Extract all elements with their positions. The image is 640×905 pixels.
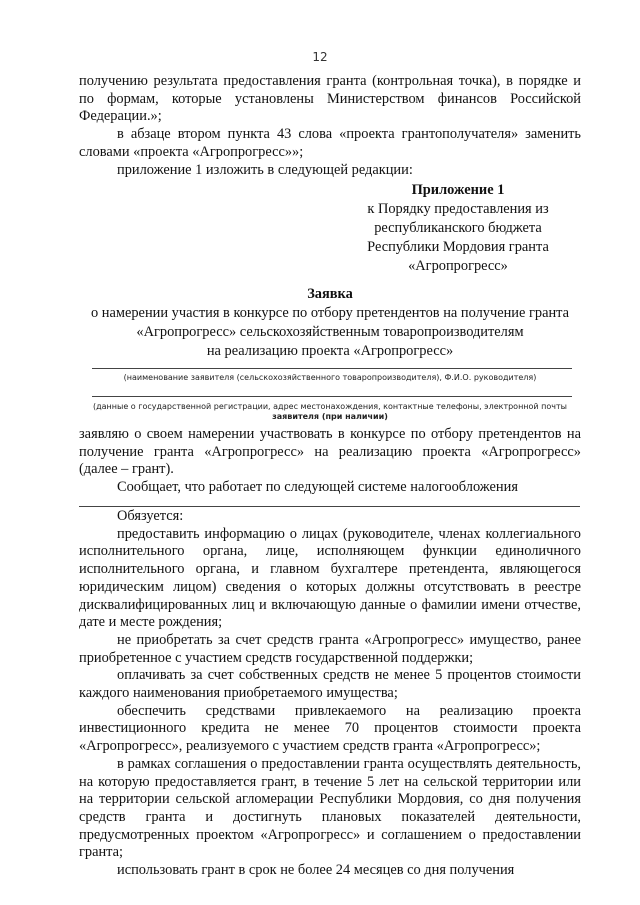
caption-registration xyxy=(60,402,600,422)
appendix-heading: Приложение 1 xyxy=(411,182,505,198)
page-number: 12 xyxy=(312,50,328,64)
body-paragraph: использовать грант в срок не более 24 месяцев со дня получения xyxy=(117,862,515,879)
appendix-line: «Агропрогресс» xyxy=(408,258,508,274)
fill-line-tax xyxy=(79,506,580,507)
body-paragraph: заявляю о своем намерении участвовать в конкурсе по отбору претендентов на получение гранта «Агропрогресс» на реализацию проекта «Агропрогресс» (далее – грант). xyxy=(79,426,581,478)
fill-line-registration xyxy=(92,396,572,397)
body-block-2 xyxy=(79,508,581,880)
caption-line: (данные о государственной регистрации, адрес местонахождения, контактные телефоны, электронной почты xyxy=(93,402,567,411)
body-paragraph: оплачивать за счет собственных средств не менее 5 процентов стоимости каждого наименования приобретаемого имущества; xyxy=(79,667,581,702)
body-paragraph: не приобретать за счет средств гранта «Агропрогресс» имущество, ранее приобретенное с участием средств государственной поддержки; xyxy=(79,631,581,666)
caption-line: заявителя (при наличии) xyxy=(272,412,388,421)
caption-applicant: (наименование заявителя (сельскохозяйственного товаропроизводителя), Ф.И.О. руководителя) xyxy=(123,373,537,382)
title-line: на реализацию проекта «Агропрогресс» xyxy=(206,343,454,359)
body-paragraph: обеспечить средствами привлекаемого на реализацию проекта инвестиционного кредита не менее 70 процентов стоимости проекта «Агропрогресс», реализуемого с участием средств гранта «Агропрогресс»; xyxy=(79,702,581,755)
title-line: «Агропрогресс» сельскохозяйственным товаропроизводителям xyxy=(136,324,524,340)
body-paragraph: предоставить информацию о лицах (руководителе, членах коллегиального исполнительного органа, лице, исполняющем функции единоличного исполнительного органа, и главном бухгалтере претендента, являющегося юридическим лицом) сведения о которых должны отсутствовать в реестре дисквалифицированных лиц и включающую данные о фамилии имени отчестве, дате и месте рождения; xyxy=(79,525,581,631)
body-paragraph: в рамках соглашения о предоставлении гранта осуществлять деятельность, на которую предоставляется грант, в течение 5 лет на сельской территории или на территории сельской агломерации Республики Мордовия, со дня получения средств гранта и достигнуть плановых показателей деятельности, предусмотренных проектом «Агропрогресс» и соглашением о предоставлении гранта; xyxy=(79,755,581,861)
appendix-intro-paragraph: приложение 1 изложить в следующей редакции: xyxy=(117,161,413,178)
title-heading: Заявка xyxy=(307,286,353,302)
intro-block xyxy=(79,73,581,179)
appendix-line: Республики Мордовия гранта xyxy=(367,239,549,255)
appendix-header xyxy=(330,181,586,276)
application-title xyxy=(60,285,600,361)
body-paragraph: Сообщает, что работает по следующей системе налогообложения xyxy=(117,479,518,496)
appendix-line: к Порядку предоставления из xyxy=(367,201,549,217)
fill-line-applicant xyxy=(92,368,572,369)
body-block-1 xyxy=(79,426,581,497)
body-paragraph: Обязуется: xyxy=(117,508,184,524)
top-paragraph: получению результата предоставления гранта (контрольная точка), в порядке и по формам, которые установлены Министерством финансов Российской Федерации.»; xyxy=(79,73,581,125)
appendix-line: республиканского бюджета xyxy=(374,220,542,236)
amendment-paragraph: в абзаце втором пункта 43 слова «проекта грантополучателя» заменить словами «проекта «Агропрогресс»»; xyxy=(79,126,581,160)
title-line: о намерении участия в конкурсе по отбору претендентов на получение гранта xyxy=(90,305,570,321)
